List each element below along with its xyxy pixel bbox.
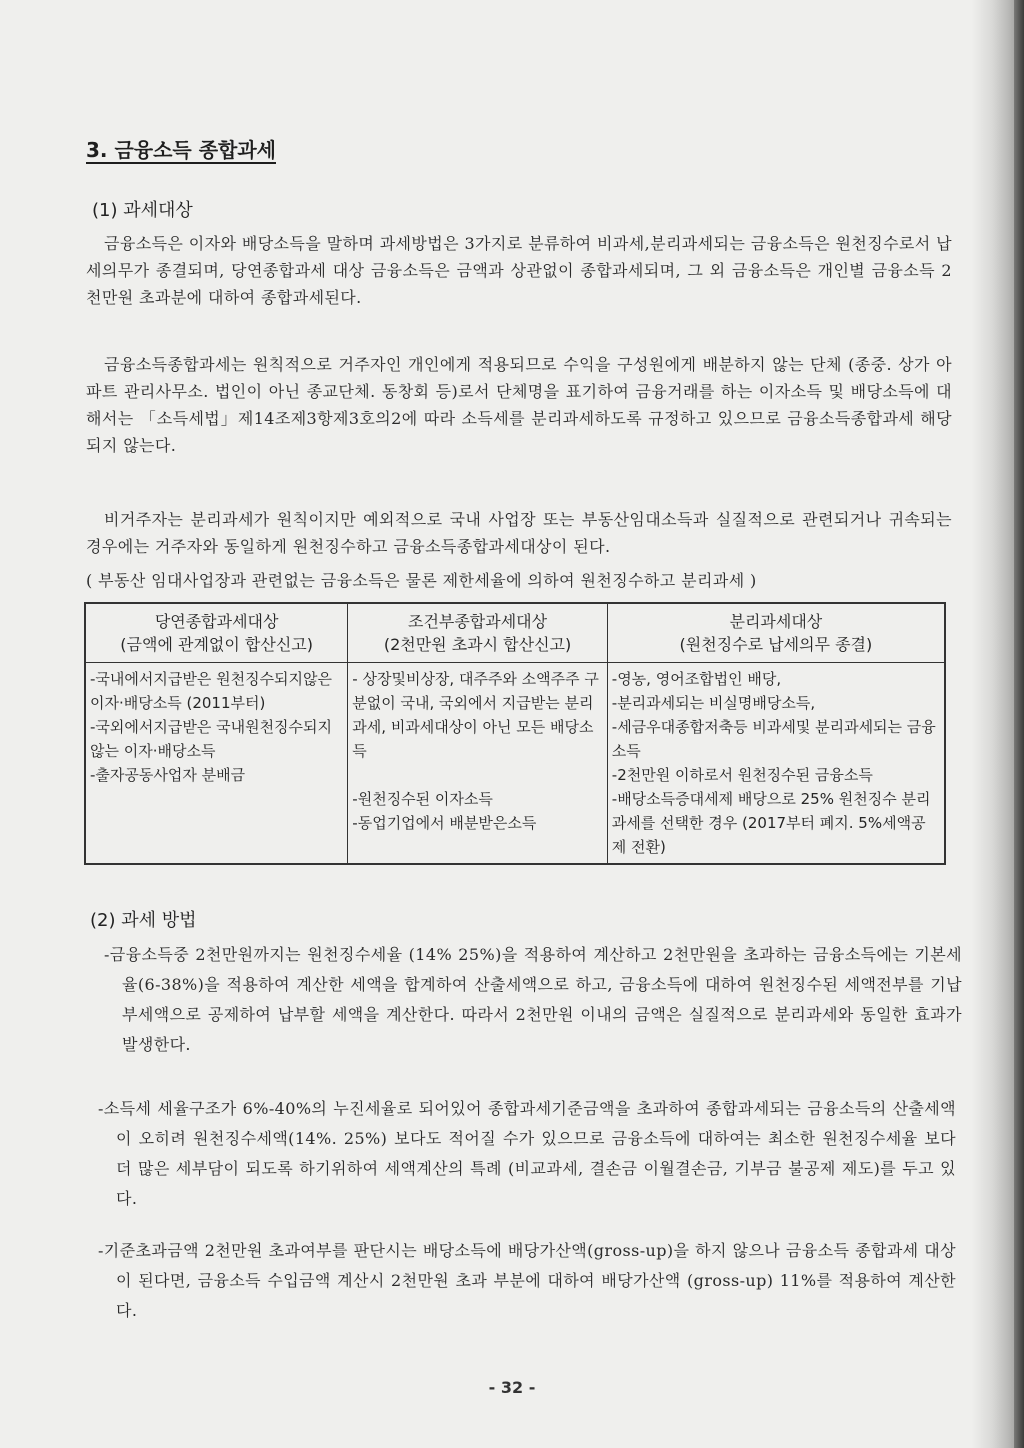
paragraph-non-resident: 비거주자는 분리과세가 원칙이지만 예외적으로 국내 사업장 또는 부동산임대소득과 실질적으로 관련되거나 귀속되는 경우에는 거주자와 동일하게 원천징수하고 금융소득종합과세대상이 된다. <box>86 510 952 556</box>
list-item: - 상장및비상장, 대주주와 소액주주 구분없이 국내, 국외에서 지급받는 분리과세, 비과세대상이 아닌 모든 배당소득 <box>352 670 599 760</box>
list-item: -국외에서지급받은 국내원천징수되지않는 이자·배당소득 <box>90 718 333 760</box>
bullet-withholding-rate: -금융소득중 2천만원까지는 원천징수세율 (14% 25%)을 적용하여 계산하고 2천만원을 초과하는 금융소득에는 기본세율(6-38%)을 적용하여 계산한 세액을 합계하여 산출세액으로 하고, 금융소득에 대하여 원천징수된 세액전부를 기납부세액으로 공제하여 납부할 세액을 계산한다. 따라서 2천만원 이내의 금액은 실질적으로 분리과세와 동일한 효과가 발생한다. <box>104 945 962 1054</box>
header-title: 분리과세대상 <box>729 612 823 631</box>
table-cell-conditional <box>348 663 607 865</box>
taxation-category-table <box>84 602 946 865</box>
list-item: -세금우대종합저축등 비과세및 분리과세되는 금융소득 <box>611 718 936 760</box>
spacer <box>352 763 602 787</box>
list-item: -배당소득증대세제 배당으로 25% 원천징수 분리과세를 선택한 경우 (2017부터 폐지. 5%세액공제 전환) <box>611 790 931 856</box>
header-subtitle: (금액에 관계없이 합산신고) <box>120 635 313 654</box>
subsection-title-tax-target: (1) 과세대상 <box>92 200 193 221</box>
bullet-gross-up: -기준초과금액 2천만원 초과여부를 판단시는 배당소득에 배당가산액(gross-up)을 하지 않으나 금융소득 종합과세 대상이 된다면, 금융소득 수입금액 계산시 2천만원 초과 부분에 대하여 배당가산액 (gross-up) 11%를 적용하여 계산한다. <box>98 1241 956 1320</box>
list-item: -영농, 영어조합법인 배당, <box>611 670 782 688</box>
list-item: -출자공동사업자 분배금 <box>90 766 246 784</box>
header-title: 당연종합과세대상 <box>154 612 279 631</box>
section-title: 3. 금융소득 종합과세 <box>86 138 276 162</box>
header-subtitle: (원천징수로 납세의무 종결) <box>679 635 873 654</box>
list-item: -2천만원 이하로서 원천징수된 금융소득 <box>611 766 873 784</box>
paragraph-financial-income: 금융소득은 이자와 배당소득을 말하며 과세방법은 3가지로 분류하여 비과세,분리과세되는 금융소득은 원천징수로서 납세의무가 종결되며, 당연종합과세 대상 금융소득은 금액과 상관없이 종합과세되며, 그 외 금융소득은 개인별 금융소득 2천만원 초과분에 대하여 종합과세된다. <box>86 234 952 307</box>
table-cell-mandatory <box>85 663 348 865</box>
header-subtitle: (2천만원 초과시 합산신고) <box>383 635 572 654</box>
list-item: -분리과세되는 비실명배당소득, <box>611 694 816 712</box>
paragraph-resident-scope: 금융소득종합과세는 원칙적으로 거주자인 개인에게 적용되므로 수익을 구성원에게 배분하지 않는 단체 (종중. 상가 아파트 관리사무소. 법인이 아닌 종교단체. 동창회 등)로서 단체명을 표기하여 금융거래를 하는 이자소득 및 배당소득에 대해서는 「소득세법」제14조제3항제3호의2에 따라 소득세를 분리과세하도록 규정하고 있으므로 금융소득종합과세 해당되지 않는다. <box>86 355 952 455</box>
table-header-cell <box>85 603 348 663</box>
list-item: -국내에서지급받은 원천징수되지않은 이자·배당소득 (2011부터) <box>90 670 333 712</box>
paragraph-non-resident-note: ( 부동산 임대사업장과 관련없는 금융소득은 물론 제한세율에 의하여 원천징수하고 분리과세 ) <box>86 571 757 590</box>
table-cell-separate <box>607 663 945 865</box>
table-header-cell <box>607 603 945 663</box>
bullet-progressive-rate: -소득세 세율구조가 6%-40%의 누진세율로 되어있어 종합과세기준금액을 초과하여 종합과세되는 금융소득의 산출세액이 오히려 원천징수세액(14%. 25%) 보다도 적어질 수가 있으므로 금융소득에 대하여는 최소한 원천징수세율 보다 더 많은 세부담이 되도록 하기위하여 세액계산의 특례 (비교과세, 결손금 이월결손금, 기부금 불공제 제도)를 두고 있다. <box>98 1099 956 1208</box>
table-header-cell <box>348 603 607 663</box>
table-row <box>85 663 945 865</box>
header-title: 조건부종합과세대상 <box>407 612 548 631</box>
page-number: - 32 - <box>488 1378 536 1397</box>
subsection-title-tax-method: (2) 과세 방법 <box>90 910 197 931</box>
list-item: -동업기업에서 배분받은소득 <box>352 814 537 832</box>
list-item: -원천징수된 이자소득 <box>352 790 493 808</box>
table-header-row <box>85 603 945 663</box>
